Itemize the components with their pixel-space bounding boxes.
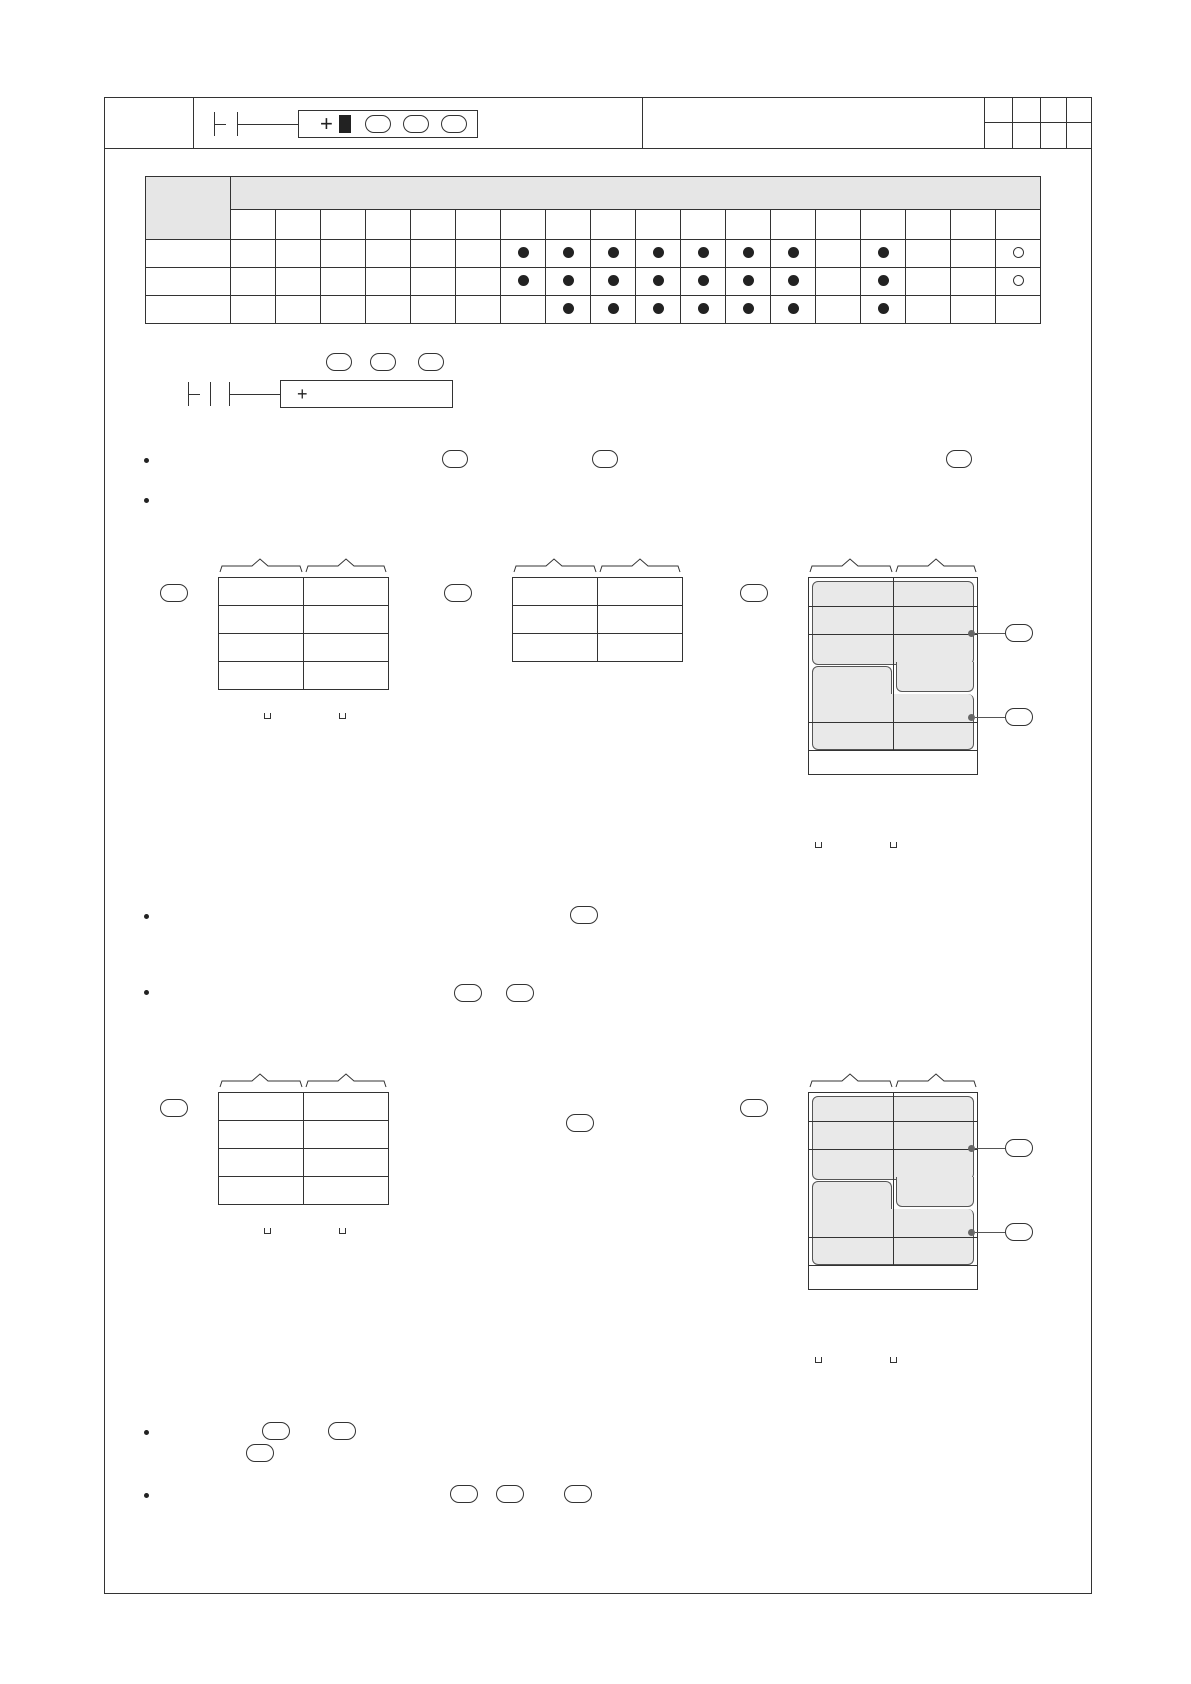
operand-oval-icon (1005, 624, 1033, 642)
device-cell (951, 296, 996, 324)
device-table-corner (146, 177, 231, 240)
bracket-icon (815, 1357, 822, 1363)
device-cell (726, 296, 771, 324)
brace-icon (218, 556, 390, 576)
device-column-header (591, 210, 636, 240)
bracket-icon (264, 713, 271, 719)
device-cell (771, 296, 816, 324)
filled-circle-icon (563, 303, 574, 314)
device-cell (726, 240, 771, 268)
header-instruction-box (298, 110, 478, 138)
register-grid-d (218, 1092, 389, 1205)
operand-oval-icon (1005, 1223, 1033, 1241)
device-column-header (726, 210, 771, 240)
header-sep-1 (193, 97, 194, 148)
operand-oval-icon (566, 1114, 594, 1132)
device-column-header (681, 210, 726, 240)
operand-oval-icon (441, 115, 467, 133)
device-column-header (501, 210, 546, 240)
operand-oval-icon (442, 450, 468, 468)
bracket-icon (264, 1228, 271, 1234)
bullet-icon (144, 1493, 149, 1498)
operand-oval-icon (506, 984, 534, 1002)
device-cell (906, 240, 951, 268)
device-column-header (861, 210, 906, 240)
device-column-header (546, 210, 591, 240)
device-column-header (456, 210, 501, 240)
filled-circle-icon (788, 303, 799, 314)
pin-icon (968, 1229, 975, 1236)
device-cell (996, 268, 1041, 296)
device-row-label (146, 240, 231, 268)
device-column-header (816, 210, 861, 240)
device-cell (456, 268, 501, 296)
filled-circle-icon (878, 303, 889, 314)
device-cell (591, 268, 636, 296)
bracket-icon (815, 842, 822, 848)
device-cell (366, 296, 411, 324)
device-cell (996, 240, 1041, 268)
filled-circle-icon (698, 275, 709, 286)
filled-circle-icon (878, 247, 889, 258)
pin-icon (968, 630, 975, 637)
ladder-contact-icon (214, 112, 215, 136)
operand-oval-icon (160, 1099, 188, 1117)
filled-circle-icon (563, 247, 574, 258)
ladder-instruction-symbol: + (297, 384, 308, 404)
device-cell (456, 296, 501, 324)
device-cell (546, 240, 591, 268)
operand-oval-icon (326, 353, 352, 371)
device-cell (816, 240, 861, 268)
device-column-header (366, 210, 411, 240)
register-grid-b (512, 577, 683, 662)
operand-oval-icon (365, 115, 391, 133)
device-cell (321, 268, 366, 296)
operand-oval-icon (403, 115, 429, 133)
device-column-header (411, 210, 456, 240)
device-cell (861, 240, 906, 268)
brace-icon (808, 556, 980, 576)
operand-oval-icon (418, 353, 444, 371)
bullet-icon (144, 498, 149, 503)
device-row-label (146, 296, 231, 324)
device-cell (366, 240, 411, 268)
bracket-icon (890, 842, 897, 848)
operand-oval-icon (946, 450, 972, 468)
filled-circle-icon (608, 303, 619, 314)
operand-oval-icon (160, 584, 188, 602)
operand-oval-icon (496, 1485, 524, 1503)
device-cell (591, 296, 636, 324)
filled-circle-icon (878, 275, 889, 286)
filled-circle-icon (743, 303, 754, 314)
device-cell (411, 268, 456, 296)
device-table-header (231, 177, 1041, 210)
filled-circle-icon (653, 303, 664, 314)
device-cell (231, 240, 276, 268)
device-cell (546, 296, 591, 324)
device-cell (501, 268, 546, 296)
operand-oval-icon (570, 906, 598, 924)
device-column-header (906, 210, 951, 240)
device-cell (906, 268, 951, 296)
device-cell (861, 296, 906, 324)
device-cell (681, 240, 726, 268)
filled-circle-icon (608, 247, 619, 258)
bullet-icon (144, 914, 149, 919)
device-cell (231, 268, 276, 296)
filled-circle-icon (788, 275, 799, 286)
brace-icon (512, 556, 684, 576)
pin-icon (968, 714, 975, 721)
operand-oval-icon (370, 353, 396, 371)
header-step-divider (984, 122, 1092, 123)
device-cell (276, 268, 321, 296)
operand-oval-icon (454, 984, 482, 1002)
operand-oval-icon (1005, 1139, 1033, 1157)
device-table (145, 176, 1041, 324)
operand-oval-icon (564, 1485, 592, 1503)
device-cell (906, 296, 951, 324)
operand-oval-icon (740, 1099, 768, 1117)
open-circle-icon (1013, 275, 1024, 286)
header-instruction-symbol: + (320, 111, 333, 136)
device-column-header (231, 210, 276, 240)
brace-icon (808, 1071, 980, 1091)
bullet-icon (144, 458, 149, 463)
filled-circle-icon (788, 247, 799, 258)
device-cell (636, 296, 681, 324)
device-cell (321, 296, 366, 324)
device-cell (411, 296, 456, 324)
device-column-header (996, 210, 1041, 240)
device-cell (231, 296, 276, 324)
result-grid-c (808, 577, 978, 775)
device-cell (501, 240, 546, 268)
filled-circle-icon (698, 247, 709, 258)
device-cell (636, 240, 681, 268)
device-cell (681, 268, 726, 296)
open-circle-icon (1013, 247, 1024, 258)
device-cell (501, 296, 546, 324)
operand-oval-icon (262, 1422, 290, 1440)
device-cell (951, 240, 996, 268)
device-column-header (321, 210, 366, 240)
filled-circle-icon (518, 275, 529, 286)
device-cell (276, 240, 321, 268)
filled-circle-icon (518, 247, 529, 258)
header-divider (104, 148, 1092, 149)
ladder-contact-icon (188, 382, 189, 406)
device-cell (681, 296, 726, 324)
device-cell (816, 268, 861, 296)
device-cell (276, 296, 321, 324)
bullet-icon (144, 1430, 149, 1435)
device-column-header (951, 210, 996, 240)
device-column-header (771, 210, 816, 240)
filled-circle-icon (653, 275, 664, 286)
bullet-icon (144, 990, 149, 995)
device-cell (861, 268, 906, 296)
ladder-instruction-box (280, 380, 453, 408)
device-column-header (276, 210, 321, 240)
bracket-icon (890, 1357, 897, 1363)
operand-oval-icon (450, 1485, 478, 1503)
filled-circle-icon (698, 303, 709, 314)
device-cell (411, 240, 456, 268)
register-grid-a (218, 577, 389, 690)
device-cell (816, 296, 861, 324)
device-row-label (146, 268, 231, 296)
operand-oval-icon (592, 450, 618, 468)
operand-oval-icon (740, 584, 768, 602)
operand-oval-icon (444, 584, 472, 602)
filled-circle-icon (743, 275, 754, 286)
device-column-header (636, 210, 681, 240)
filled-circle-icon (563, 275, 574, 286)
filled-circle-icon (743, 247, 754, 258)
pin-icon (968, 1145, 975, 1152)
device-cell (636, 268, 681, 296)
brace-icon (218, 1071, 390, 1091)
operand-oval-icon (328, 1422, 356, 1440)
filled-circle-icon (608, 275, 619, 286)
bracket-icon (339, 1228, 346, 1234)
device-cell (771, 268, 816, 296)
device-cell (456, 240, 501, 268)
bracket-icon (339, 713, 346, 719)
device-cell (771, 240, 816, 268)
device-cell (726, 268, 771, 296)
device-cell (366, 268, 411, 296)
operand-oval-icon (1005, 708, 1033, 726)
result-grid-e (808, 1092, 978, 1290)
device-cell (951, 268, 996, 296)
operand-oval-icon (246, 1444, 274, 1462)
header-sep-2 (642, 97, 643, 148)
filled-circle-icon (653, 247, 664, 258)
device-cell (546, 268, 591, 296)
header-instruction-block (339, 115, 351, 133)
device-cell (996, 296, 1041, 324)
device-cell (591, 240, 636, 268)
device-cell (321, 240, 366, 268)
